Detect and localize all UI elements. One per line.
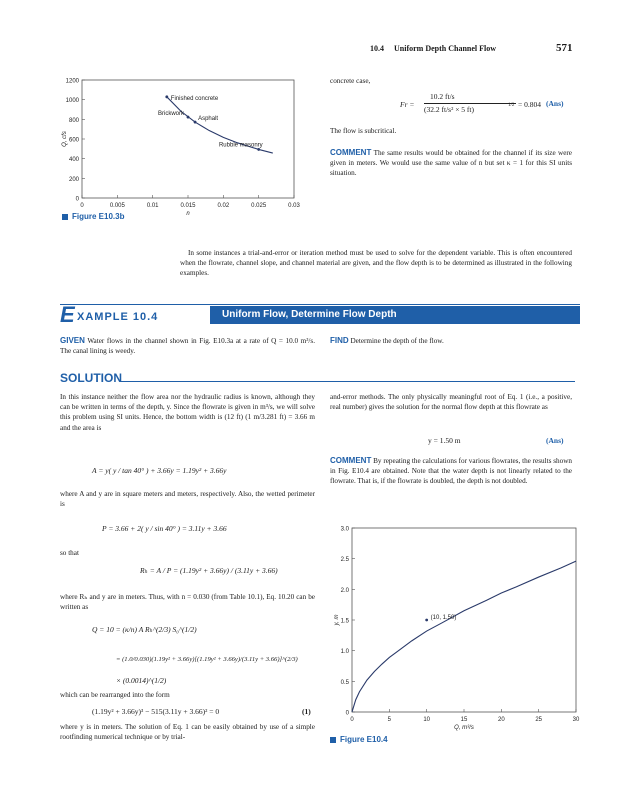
given-body: Water flows in the channel shown in Fig. E10.3a at a rate of Q = 10.0 m³/s. The canal lining is weedy. [60,337,315,356]
y-tick-label: 600 [68,137,79,144]
x-tick-label: 5 [387,717,392,723]
figure-e10-4 [330,520,580,735]
left-p3: where Rₕ and y are in meters. Thus, with n = 0.030 (from Table 10.1), Eq. 10.20 can be written as [60,593,315,612]
solution-heading: SOLUTION [60,371,122,385]
x-tick-label: 20 [497,717,505,723]
x-tick-label: 10 [423,717,431,723]
find-body: Determine the depth of the flow. [350,337,444,345]
y-tick-label: 0 [345,710,349,717]
y-tick-label: 200 [68,176,79,183]
x-tick-label: 0.015 [180,203,196,209]
x-axis-label: n [186,211,190,217]
figure-caption-bottom [330,735,388,744]
concrete-lead: concrete case, [330,77,371,85]
y-tick-label: 0 [75,196,79,203]
annotation-label: (10, 1.50) [430,615,457,621]
comment-head-top: COMMENT [330,148,372,157]
fr-numerator: 10.2 ft/s [430,92,455,101]
answer-depth: y = 1.50 m [428,436,461,445]
annotation-point [194,121,197,124]
find-block [330,336,575,346]
page-number: 571 [556,42,573,54]
fr-fraction-bar [424,103,516,104]
equation-perimeter: P = 3.66 + 2( y / sin 40° ) = 3.11y + 3.66 [102,524,227,533]
y-axis-label: Q, cfs [62,131,68,147]
annotation-point [187,116,190,119]
running-header-section [370,44,496,53]
intro-paragraph: In some instances a trial-and-error or iteration method must be used to solve for the dependent variable. This is often encountered when the flowrate, channel slope, and channel material are given, and the flow depth is to be determined as illustrated in the following examples. [180,249,572,278]
y-tick-label: 800 [68,117,79,124]
fr-answer-tag: (Ans) [546,99,564,108]
example-rule [60,304,580,305]
example-label-e: E [60,302,75,327]
figure-e10-3b [60,70,310,220]
x-tick-label: 0 [80,203,84,209]
x-axis-label: Q, m³/s [454,725,474,731]
left-p2: where A and y are in square meters and meters, respectively. Also, the wetted perimeter is [60,490,315,509]
example-title: Uniform Flow, Determine Flow Depth [222,309,397,320]
equation-1-tag: (1) [302,707,311,716]
plot-area-top [62,79,300,218]
y-tick-label: 2.5 [340,557,349,564]
left-p4: which can be rearranged into the form [60,691,170,699]
caption-square-icon-2 [330,737,336,743]
equation-1: (1.19y² + 3.66y)³ − 515(3.11y + 3.66)² = 0 [92,707,220,716]
left-p1: In this instance neither the flow area nor the hydraulic radius is known, although they can be written in terms of the depth, y. Since the flowrate is given in m³/s, we will solve this problem using SI units. Hence, the bottom width is (12 ft) (1 m/3.281 ft) = 3.66 m and the area is [60,393,315,432]
x-tick-label: 0.01 [146,203,159,209]
equation-area: A = y( y / tan 40° ) + 3.66y = 1.19y² + 3.66y [92,466,227,475]
fr-lhs: Fr = [400,100,415,109]
x-tick-label: 0.02 [217,203,230,209]
x-tick-label: 0.005 [109,203,125,209]
answer-depth-tag: (Ans) [546,436,564,445]
comment-body-top: The same results would be obtained for the channel if its size were given in meters. We would use the same value of n but set κ = 1 for this SI units situation. [330,149,573,178]
annotation-point [165,95,168,98]
y-tick-label: 1.0 [340,649,349,656]
comment-block-top [330,148,572,179]
fr-value: = 0.804 [518,100,541,109]
subcritical-text: The flow is subcritical. [330,127,397,135]
caption-text-bottom: Figure E10.4 [340,735,388,744]
annotation-label: Finished concrete [170,95,219,102]
equation-hydraulic-radius: Rₕ = A / P = (1.19y² + 3.66y) / (3.11y + 3.66) [140,566,278,575]
y-tick-label: 3.0 [340,526,349,533]
annotation-point [257,148,260,151]
annotation-label: Asphalt [198,116,219,123]
x-tick-label: 25 [535,717,543,723]
y-tick-label: 400 [68,157,79,164]
equation-q-line1: Q = 10 = (κ/n) A Rₕ^(2/3) S₀^(1/2) [92,625,197,634]
example-label: XAMPLE 10.4 [77,311,159,323]
so-that-text: so that [60,549,79,557]
section-title: Uniform Depth Channel Flow [394,44,497,53]
annotation-label: Rubble masonry [218,142,263,149]
equation-q-line2: = (1.0/0.030)(1.19y² + 3.66y)[(1.19y² + 3.66y)/(3.11y + 3.66)]^(2/3) [116,656,298,663]
y-tick-label: 1000 [65,98,79,105]
y-tick-label: 1.5 [340,618,349,625]
x-tick-label: 30 [572,717,580,723]
y-tick-label: 0.5 [340,679,349,686]
comment-body-bottom: By repeating the calculations for various flowrates, the results shown in Fig. E10.4 are obtained. Note that the water depth is not linearly related to the flowrate. That is, if the flowrate is doubled, the depth is not doubled. [330,457,572,486]
given-block [60,336,315,356]
x-tick-label: 0 [350,717,354,723]
right-p1: and-error methods. The only physically meaningful root of Eq. 1 (i.e., a positive, real number) gives the solution for the normal flow depth at this flowrate as [330,393,572,412]
annotation-label: Brickwork [157,111,184,118]
caption-text-top: Figure E10.3b [72,212,125,221]
y-tick-label: 1200 [65,78,79,85]
froude-equation [400,92,570,118]
left-p5: where y is in meters. The solution of Eq. 1 can be easily obtained by use of a simple rootfinding numerical technique or by trial- [60,723,315,742]
x-tick-label: 0.025 [251,203,267,209]
section-number: 10.4 [370,44,384,53]
example-header [60,304,580,326]
fr-exponent: 1/2 [508,103,515,108]
solution-rule [120,381,575,382]
comment-head-bottom: COMMENT [330,456,372,465]
comment-block-bottom [330,456,572,487]
given-head: GIVEN [60,336,85,345]
equation-q-line3: × (0.0014)^(1/2) [116,676,167,685]
annotation-point [425,619,428,622]
plot-area-bottom [334,527,580,732]
y-tick-label: 2.0 [340,587,349,594]
x-tick-label: 15 [460,717,468,723]
y-axis-label: y, m [334,614,340,626]
fr-denominator: (32.2 ft/s² × 5 ft) [424,105,475,114]
plot-frame [352,528,576,712]
find-head: FIND [330,336,349,345]
figure-caption-top [62,212,124,221]
caption-square-icon [62,214,68,220]
x-tick-label: 0.03 [288,203,300,209]
